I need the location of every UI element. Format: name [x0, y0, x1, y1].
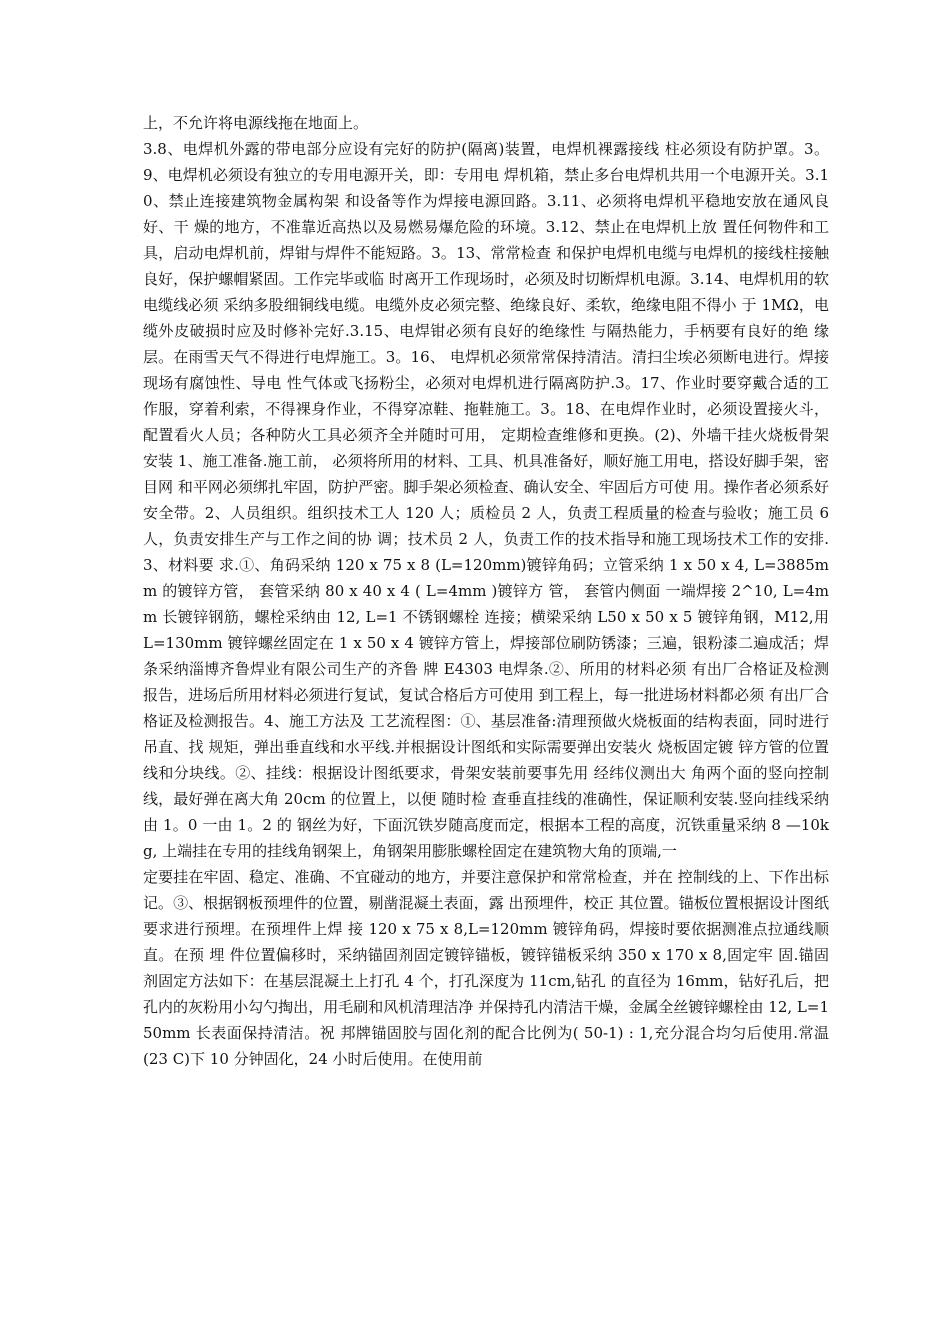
- paragraph-3: 定要挂在牢固、稳定、准确、不宜碰动的地方，并要注意保护和常常检查，并在 控制线的上、下作出标记。③、根据钢板预埋件的位置，剔凿混凝土表面，露 出预埋件，校正 其位置。锚板位置根据设计图纸要求进行预埋。在预埋件上焊 接 120 x 75 x 8,L=120mm 镀锌角码，焊接时要依据测准点拉通线顺直。在预 埋 件位置偏移时，采纳锚固剂固定镀锌锚板，镀锌锚板采纳 350 x 170 x 8,固定牢 固.锚固剂固定方法如下：在基层混凝土上打孔 4 个，打孔深度为 11cm,钻孔 的直径为 16mm，钻好孔后，把孔内的灰粉用小勾勺掏出，用毛刷和风机清理洁净 并保持孔内清洁干燥，金属全丝镀锌螺栓由 12, L=150mm 长表面保持清洁。祝 邦牌锚固胶与固化剂的配合比例为( 50-1) : 1,充分混合均匀后使用.常温 (23 C)下 10 分钟固化，24 小时后使用。在使用前: [143, 868, 829, 1068]
- paragraph-1: 上，不允许将电源线拖在地面上。: [143, 114, 369, 132]
- document-page: [143, 110, 829, 1072]
- paragraph-2: 3.8、电焊机外露的带电部分应设有完好的防护(隔离)装置，电焊机裸露接线 柱必须设有防护罩。3。9、电焊机必须设有独立的专用电源开关，即：专用电 焊机箱，禁止多台电焊机共用一个电源开关。3.10、禁止连接建筑物金属构架 和设备等作为焊接电源回路。3.11、必须将电焊机平稳地安放在通风良好、干 燥的地方，不准靠近高热以及易燃易爆危险的环境。3.12、禁止在电焊机上放 置任何物件和工具，启动电焊机前，焊钳与焊件不能短路。3。13、常常检查 和保护电焊机电缆与电焊机的接线柱接触良好，保护螺帽紧固。工作完毕或临 时离开工作现场时，必须及时切断焊机电源。3.14、电焊机用的软电缆线必须 采纳多股细铜线电缆。电缆外皮必须完整、绝缘良好、柔软，绝缘电阻不得小 于 1MΩ，电缆外皮破损时应及时修补完好.3.15、电焊钳必须有良好的绝缘性 与隔热能力，手柄要有良好的绝 缘层。在雨雪天气不得进行电焊施工。3。16、 电焊机必须常常保持清洁。清扫尘埃必须断电进行。焊接现场有腐蚀性、导电 性气体或飞扬粉尘，必须对电焊机进行隔离防护.3。17、作业时要穿戴合适的工 作服，穿着利索，不得裸身作业，不得穿凉鞋、拖鞋施工。3。18、在电焊作业时，必须设置接火斗，配置看火人员；各种防火工具必须齐全并随时可用， 定期检查维修和更换。(2)、外墙干挂火烧板骨架安装 1、施工准备.施工前， 必须将所用的材料、工具、机具准备好，顺好施工用电，搭设好脚手架，密目网 和平网必须绑扎牢固，防护严密。脚手架必须检查、确认安全、牢固后方可使 用。操作者必须系好安全带。2、人员组织。组织技术工人 120 人；质检员 2 人，负责工程质量的检查与验收；施工员 6 人，负责安排生产与工作之间的协 调；技术员 2 人，负责工作的技术指导和施工现场技术工作的安排.3、材料要 求.①、角码采纳 120 x 75 x 8 (L=120mm)镀锌角码；立管采纳 1 x 50 x 4, L=3885mm 的镀锌方管， 套管采纳 80 x 40 x 4 ( L=4mm )镀锌方 管， 套管内侧面 一端焊接 2^10, L=4mm 长镀锌钢筋，螺栓采纳由 12, L=1 不锈钢螺栓 连接；横梁采纳 L50 x 50 x 5 镀锌角钢，M12,用 L=130mm 镀锌螺丝固定在 1 x 50 x 4 镀锌方管上，焊接部位刷防锈漆；三遍，银粉漆二遍成活；焊条采纳淄博齐鲁焊业有限公司生产的齐鲁 牌 E4303 电焊条.②、所用的材料必须 有出厂合格证及检测报告，进场后所用材料必须进行复试，复试合格后方可使用 到工程上，每一批进场材料都必须 有出厂合格证及检测报告。4、施工方法及 工艺流程图：①、基层准备:清理预做火烧板面的结构表面，同时进行吊直、找 规矩，弹出垂直线和水平线.并根据设计图纸和实际需要弹出安装火 烧板固定镀 锌方管的位置线和分块线。②、挂线：根据设计图纸要求，骨架安装前要事先用 经纬仪测出大 角两个面的竖向控制线，最好弹在离大角 20cm 的位置上，以便 随时检 查垂直挂线的准确性，保证顺利安装.竖向挂线采纳由 1。0 一由 1。2 的 钢丝为好，下面沉铁岁随高度而定，根据本工程的高度，沉铁重量采纳 8 —10kg, 上端挂在专用的挂线角钢架上，角钢架用膨胀螺栓固定在建筑物大角的顶端,一: [143, 140, 829, 860]
